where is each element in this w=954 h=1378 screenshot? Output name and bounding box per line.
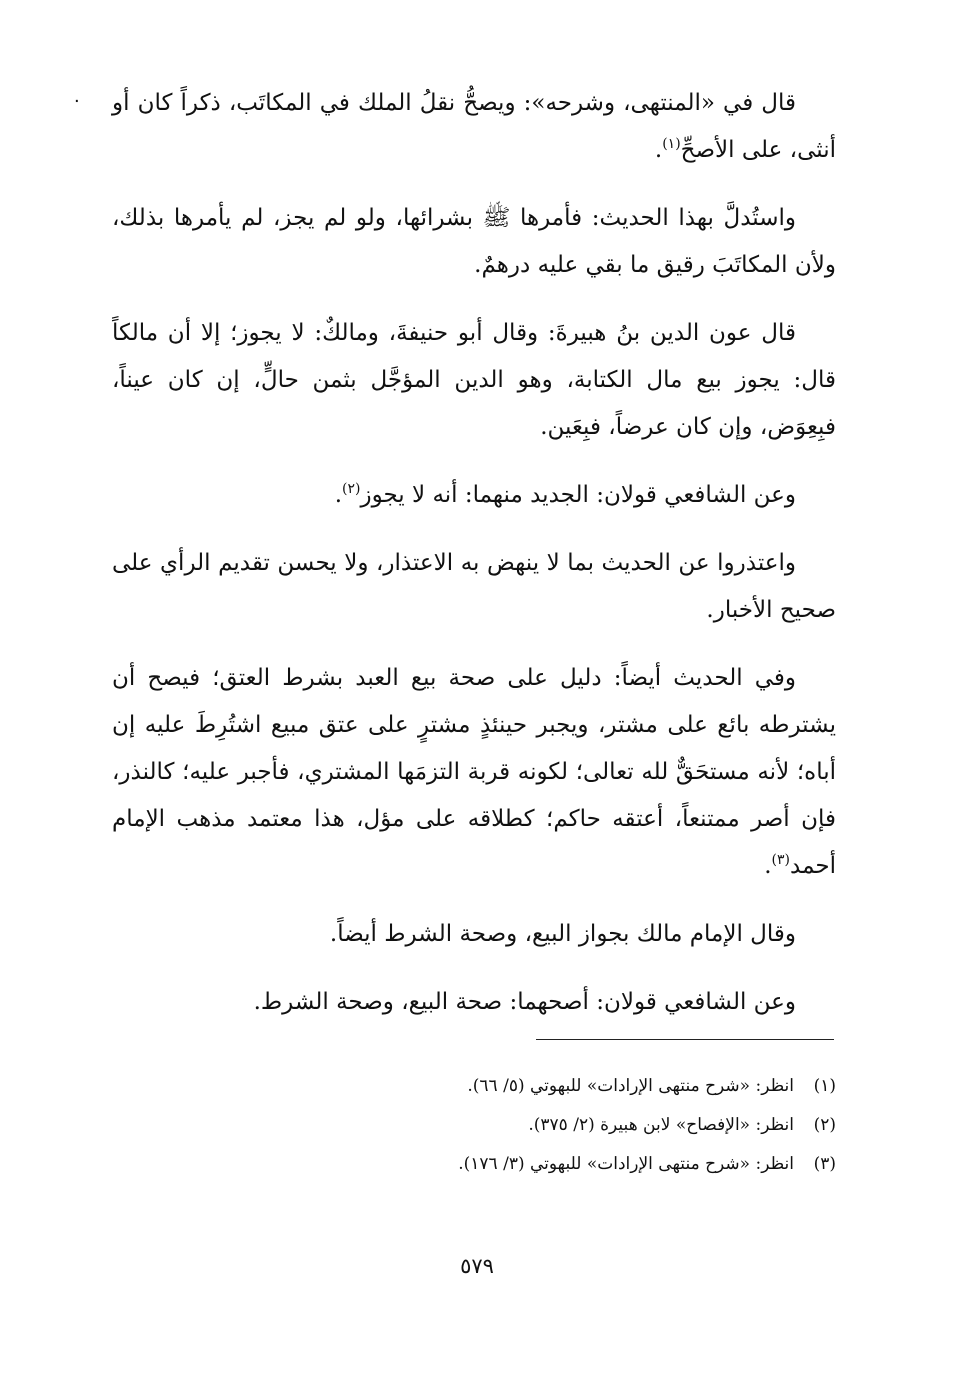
- paragraph-end: .: [334, 482, 342, 508]
- footnote: [300, 1106, 836, 1145]
- main-text: [112, 80, 836, 1047]
- paragraph-end: .: [654, 137, 663, 163]
- paragraph-text: وقال الإمام مالك بجواز البيع، وصحة الشرط أيضاً.: [329, 921, 796, 947]
- footnote-text: انظر: «شرح منتهى الإرادات» للبهوتي (٣/ ١٧٦).: [458, 1154, 794, 1174]
- paragraph-text: وفي الحديث أيضاً: دليل على صحة بيع العبد بشرط العتق؛ فيصح أن يشترطه بائع على مشتر، ويجبر حينئذٍ مشترٍ على عتق مبيع اشتُرِطَ عليه إن أباه؛ لأنه مستحَقٌّ لله تعالى؛ لكونه قربة التزمَها المشتري، فأجبر عليه؛ كالنذر، فإن أصر ممتنعاً، أعتقه حاكم؛ كطلاقه على مؤل، هذا معتمد مذهب الإمام أحمد: [112, 665, 836, 879]
- footnote-text: انظر: «الإفصاح» لابن هبيرة (٢/ ٣٧٥).: [528, 1115, 794, 1135]
- footnote-separator: [536, 1039, 834, 1040]
- paragraph: [112, 80, 836, 174]
- paragraph-text: وعن الشافعي قولان: أصحهما: صحة البيع، وصحة الشرط.: [253, 989, 796, 1015]
- footnote-number: (١): [813, 1076, 836, 1096]
- paragraph: [112, 540, 836, 634]
- footnote: [300, 1145, 836, 1184]
- paragraph: [112, 979, 836, 1026]
- paragraph-text: قال في «المنتهى، وشرحه»: ويصحُّ نقلُ الملك في المكاتَب، ذكراً كان أو أنثى، على الأصحِّ: [112, 90, 836, 163]
- footnote-marker: (٢): [342, 481, 361, 497]
- footnote-number: (٢): [813, 1115, 836, 1135]
- margin-mark: ٠: [72, 90, 82, 111]
- page-number: ٥٧٩: [460, 1254, 494, 1278]
- paragraph-text: واستُدلَّ بهذا الحديث: فأمرها ﷺ بشرائها، ولو لم يجز، لم يأمرها بذلك، ولأن المكاتَبَ رقيق ما بقي عليه درهمٌ.: [112, 205, 836, 278]
- footnote-number: (٣): [813, 1154, 836, 1174]
- footnote-text: انظر: «شرح منتهى الإرادات» للبهوتي (٥/ ٦٦).: [467, 1076, 794, 1096]
- paragraph-end: .: [764, 853, 772, 879]
- footnote-marker: (١): [662, 136, 681, 152]
- paragraph-text: وعن الشافعي قولان: الجديد منهما: أنه لا يجوز: [360, 482, 796, 508]
- footnote-marker: (٣): [771, 852, 791, 868]
- footnote: [300, 1067, 836, 1106]
- paragraph: [112, 195, 836, 289]
- footnotes: [300, 1067, 836, 1184]
- paragraph-text: واعتذروا عن الحديث بما لا ينهض به الاعتذار، ولا يحسن تقديم الرأي على صحيح الأخبار.: [112, 550, 836, 623]
- paragraph: [112, 310, 836, 451]
- paragraph: [112, 655, 836, 890]
- paragraph: [112, 911, 836, 958]
- paragraph: [112, 472, 836, 519]
- paragraph-text: قال عون الدين بنُ هبيرةَ: وقال أبو حنيفةَ، ومالكٌ: لا يجوز؛ إلا أن مالكاً قال: يجوز بيع مال الكتابة، وهو الدين المؤجَّل بثمن حالٍّ، إن كان عيناً، فبِعِوَض، وإن كان عرضاً، فبِعَين.: [112, 320, 836, 440]
